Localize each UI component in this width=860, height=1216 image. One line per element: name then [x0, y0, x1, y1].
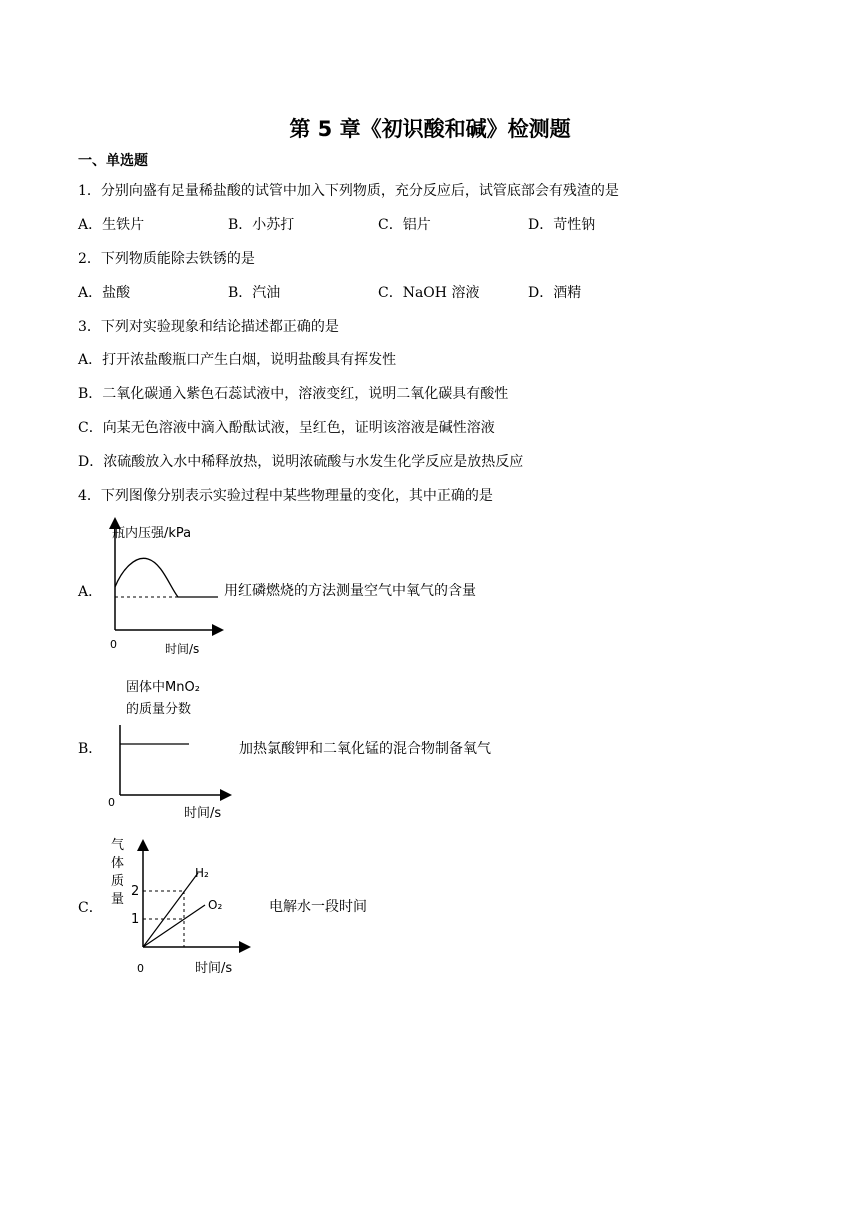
origin-label: 0 [110, 638, 117, 651]
question-2-option-b: B．汽油 [228, 285, 281, 301]
question-4-option-a-label: A． [78, 584, 103, 600]
question-2-stem: 2．下列物质能除去铁锈的是 [78, 251, 255, 267]
y-axis-label: 瓶内压强/kPa [112, 526, 192, 541]
question-4-option-c-label: C． [78, 900, 103, 916]
origin-label: 0 [137, 962, 144, 975]
y-label-char-1: 气 [111, 838, 125, 853]
h2-line [143, 873, 198, 947]
question-1-option-c: C．铝片 [378, 217, 431, 233]
page-title: 第 5 章《初识酸和碱》检测题 [289, 117, 571, 141]
pressure-graph-a [100, 515, 230, 665]
question-1-stem: 1．分别向盛有足量稀盐酸的试管中加入下列物质，充分反应后，试管底部会有残渣的是 [78, 183, 619, 199]
question-4-option-b-label: B． [78, 741, 103, 757]
question-3-option-a: A．打开浓盐酸瓶口产生白烟，说明盐酸具有挥发性 [78, 352, 397, 368]
x-axis-label: 时间/s [165, 642, 200, 656]
question-4-option-a-text: 用红磷燃烧的方法测量空气中氧气的含量 [224, 583, 476, 599]
x-axis-label: 时间/s [184, 806, 222, 821]
question-2-option-c: C．NaOH 溶液 [378, 285, 480, 301]
y-axis-label-line2: 的质量分数 [126, 702, 192, 717]
question-3-option-d: D．浓硫酸放入水中稀释放热，说明浓硫酸与水发生化学反应是放热反应 [78, 454, 524, 470]
question-4-option-b-text: 加热氯酸钾和二氧化锰的混合物制备氧气 [239, 741, 491, 757]
tick-label-2: 2 [131, 884, 140, 899]
origin-label: 0 [108, 796, 115, 809]
y-label-char-3: 质 [111, 874, 125, 889]
y-axis-label-line1: 固体中MnO₂ [126, 680, 200, 695]
question-2-option-d: D．酒精 [528, 285, 582, 301]
o2-label: O₂ [208, 898, 223, 912]
pressure-curve [115, 558, 218, 597]
x-axis-label: 时间/s [195, 961, 233, 976]
y-label-char-4: 量 [111, 892, 125, 907]
electrolysis-graph-c [105, 835, 255, 980]
mno2-graph-b [100, 675, 240, 825]
question-4-option-c-text: 电解水一段时间 [269, 899, 367, 915]
question-1-option-a: A．生铁片 [78, 217, 145, 233]
y-label-char-2: 体 [111, 856, 125, 871]
section-heading: 一、单选题 [78, 153, 148, 169]
question-1-option-d: D．苛性钠 [528, 217, 596, 233]
tick-label-1: 1 [131, 912, 140, 927]
question-4-stem: 4．下列图像分别表示实验过程中某些物理量的变化，其中正确的是 [78, 488, 493, 504]
question-2-option-a: A．盐酸 [78, 285, 131, 301]
question-3-option-b: B．二氧化碳通入紫色石蕊试液中，溶液变红，说明二氧化碳具有酸性 [78, 386, 509, 402]
question-3-option-c: C．向某无色溶液中滴入酚酞试液，呈红色，证明该溶液是碱性溶液 [78, 420, 495, 436]
h2-label: H₂ [195, 866, 209, 880]
o2-line [143, 905, 205, 947]
question-3-stem: 3．下列对实验现象和结论描述都正确的是 [78, 319, 339, 335]
question-1-option-b: B．小苏打 [228, 217, 295, 233]
